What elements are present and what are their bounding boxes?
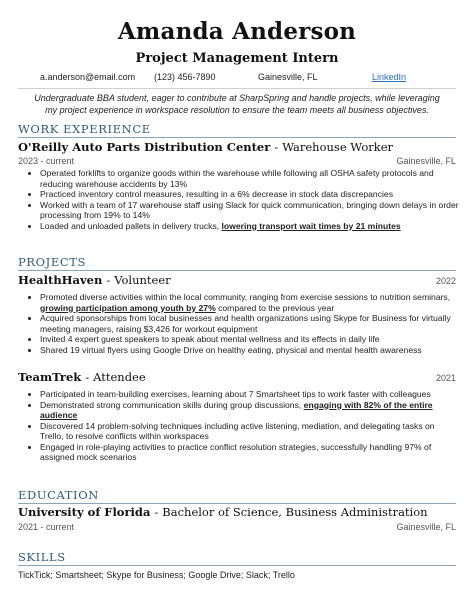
highlight-metric: lowering transport wait times by 21 minutes bbox=[221, 220, 401, 231]
section-title-education: EDUCATION bbox=[18, 488, 99, 502]
contact-phone: (123) 456-7890 bbox=[154, 72, 216, 82]
list-item: • Discovered 14 problem-solving techniques including active listening, mediation, and delegating tasks on Trello, to resolve conflicts within workspaces bbox=[40, 421, 460, 442]
list-item: • Worked with a team of 17 warehouse staff using Slack for quick communication, bringing down delays in order processing from 19% to 14% bbox=[40, 200, 460, 221]
project-role: Volunteer bbox=[114, 273, 171, 287]
list-item: • Invited 4 expert guest speakers to speak about mental wellness and its effects in daily life bbox=[40, 334, 460, 345]
section-rule-education bbox=[18, 503, 456, 504]
work-bullets bbox=[28, 168, 460, 231]
project-bullets-teamtrek bbox=[28, 389, 460, 463]
section-rule-skills bbox=[18, 565, 456, 566]
education-school: University of Florida bbox=[18, 505, 151, 519]
list-item: • Acquired sponsorships from local businesses and health organizations using Skype for Business for virtually meeting managers, raising $3,426 for workout equipment bbox=[40, 313, 460, 334]
list-item: • Demonstrated strong communication skills during group discussions, engaging with 82% of the entire audience bbox=[40, 400, 460, 421]
education-entry-heading: University of Florida - Bachelor of Science, Business Administration bbox=[18, 505, 428, 519]
education-date: 2021 - current bbox=[18, 522, 75, 532]
contact-email: a.anderson@email.com bbox=[40, 72, 136, 82]
work-separator: - bbox=[274, 140, 279, 154]
list-item: • Participated in team-building exercises, learning about 7 Smartsheet tips to work faster with colleagues bbox=[40, 389, 460, 400]
candidate-role: Project Management Intern bbox=[135, 51, 339, 66]
education-degree: Bachelor of Science, Business Administration bbox=[162, 505, 428, 519]
linkedin-link[interactable]: LinkedIn bbox=[372, 72, 407, 82]
list-item: • Operated forklifts to organize goods within the warehouse while following all OSHA safety protocols and reducing warehouse accidents by 13% bbox=[40, 168, 460, 189]
section-title-skills: SKILLS bbox=[18, 550, 66, 564]
project-role: Attendee bbox=[93, 370, 146, 384]
education-location: Gainesville, FL bbox=[396, 522, 456, 532]
highlight-metric: growing participation among youth by 27% bbox=[40, 302, 216, 313]
section-rule-work bbox=[18, 137, 456, 138]
work-position: Warehouse Worker bbox=[282, 140, 394, 154]
work-date: 2023 - current bbox=[18, 156, 75, 166]
project-heading-teamtrek: TeamTrek - Attendee bbox=[18, 370, 146, 384]
project-year: 2022 bbox=[435, 276, 456, 286]
candidate-name: Amanda Anderson bbox=[117, 18, 357, 45]
contact-location: Gainesville, FL bbox=[258, 72, 318, 82]
list-item: • Shared 19 virtual flyers using Google Drive on healthy eating, physical and mental health awareness bbox=[40, 345, 460, 356]
work-entry-heading bbox=[18, 140, 393, 154]
list-item: • Practiced inventory control measures, resulting in a 6% decrease in stock data discrepancies bbox=[40, 189, 460, 200]
section-title-work: WORK EXPERIENCE bbox=[18, 122, 151, 136]
list-item: • Loaded and unloaded pallets in delivery trucks, lowering transport wait times by 21 minutes bbox=[40, 221, 460, 232]
highlight-metric: engaging with 82% of the entire audience bbox=[40, 399, 433, 420]
project-heading-healthhaven: HealthHaven - Volunteer bbox=[18, 273, 171, 287]
header-divider bbox=[18, 88, 456, 89]
section-title-projects: PROJECTS bbox=[18, 255, 86, 269]
project-name: TeamTrek bbox=[18, 370, 82, 384]
section-rule-projects bbox=[18, 270, 456, 271]
work-location: Gainesville, FL bbox=[396, 156, 456, 166]
list-item: • Promoted diverse activities within the local community, ranging from exercise sessions to nutrition seminars, growing participation among youth by 27% compared to the previous year bbox=[40, 292, 460, 313]
summary-text: Undergraduate BBA student, eager to contribute at SharpSpring and handle projects, while leveraging my project experience in workspace resolution to ensure the team meets all business objectives. bbox=[34, 93, 440, 115]
list-item: • Engaged in role-playing activities to practice conflict resolution strategies, successfully handling 97% of assigned mock scenarios bbox=[40, 442, 460, 463]
skills-list: TickTick; Smartsheet; Skype for Business; Google Drive; Slack; Trello bbox=[18, 570, 295, 580]
project-name: HealthHaven bbox=[18, 273, 103, 287]
project-bullets-healthhaven bbox=[28, 292, 460, 355]
work-company: O'Reilly Auto Parts Distribution Center bbox=[18, 140, 271, 154]
project-year: 2021 bbox=[435, 373, 456, 383]
